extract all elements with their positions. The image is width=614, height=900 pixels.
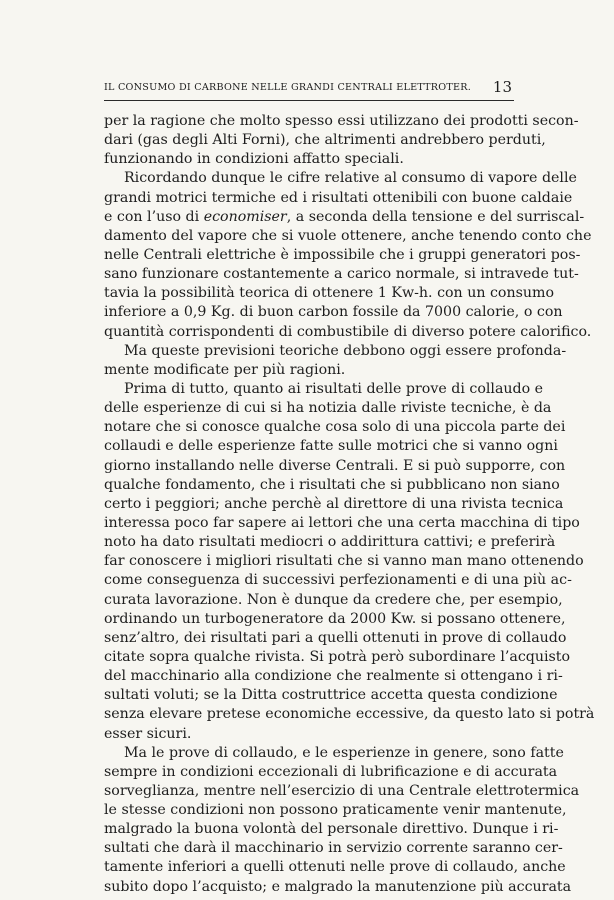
running-header <box>104 78 514 101</box>
text-line: notare che si conosce qualche cosa solo di una piccola parte dei <box>104 419 566 436</box>
text-line: certo i peggiori; anche perchè al direttore di una rivista tecnica <box>104 495 564 512</box>
text-line: Ma queste previsioni teoriche debbono oggi essere profonda- <box>124 342 567 359</box>
text-line: nelle Centrali elettriche è impossibile che i gruppi generatori pos- <box>104 246 581 263</box>
text-line: senza elevare pretese economiche eccessive, da questo lato si potrà <box>104 706 595 723</box>
text-line: sano funzionare costantemente a carico normale, si intravede tut- <box>104 266 579 283</box>
body-text <box>104 112 595 897</box>
text-line: esser sicuri. <box>104 725 192 742</box>
text-line: noto ha dato risultati mediocri o addirittura cattivi; e preferirà <box>104 534 556 551</box>
text-line: damento del vapore che si vuole ottenere, anche tenendo conto che <box>104 227 592 244</box>
text-line: tamente inferiori a quelli ottenuti nelle prove di collaudo, anche <box>104 859 566 876</box>
text-line: sempre in condizioni eccezionali di lubrificazione e di accurata <box>104 763 558 780</box>
italic-term: economiser <box>203 208 287 225</box>
text-line: malgrado la buona volontà del personale direttivo. Dunque i ri- <box>104 821 559 838</box>
text-line: far conoscere i migliori risultati che si vanno man mano ottenendo <box>104 553 584 570</box>
text-line: delle esperienze di cui si ha notizia dalle riviste tecniche, è da <box>104 400 552 417</box>
text-line: interessa poco far sapere ai lettori che una certa macchina di tipo <box>104 514 580 531</box>
text-line: Ma le prove di collaudo, e le esperienze in genere, sono fatte <box>124 744 564 761</box>
text-line: e con l’uso di economiser, a seconda della tensione e del surriscal- <box>104 208 585 225</box>
text-line: qualche fondamento, che i risultati che si pubblicano non siano <box>104 476 560 493</box>
text-line: grandi motrici termiche ed i risultati ottenibili con buone caldaie <box>104 189 573 206</box>
text-line: citate sopra qualche rivista. Si potrà però subordinare l’acquisto <box>104 648 571 665</box>
text-line: sultati voluti; se la Ditta costruttrice accetta questa condizione <box>104 687 558 704</box>
text-line: funzionando in condizioni affatto speciali. <box>104 151 404 168</box>
text-line: del macchinario alla condizione che realmente si ottengano i ri- <box>104 668 563 685</box>
text-line: subito dopo l’acquisto; e malgrado la manutenzione più accurata <box>104 878 572 895</box>
text-line: per la ragione che molto spesso essi utilizzano dei prodotti secon- <box>104 113 579 129</box>
running-header-title: IL CONSUMO DI CARBONE NELLE GRANDI CENTRALI ELETTROTER. <box>104 82 472 93</box>
text-line: come conseguenza di successivi perfezionamenti e di una più ac- <box>104 572 572 589</box>
text-line: Prima di tutto, quanto ai risultati delle prove di collaudo e <box>124 380 544 397</box>
text-line: Ricordando dunque le cifre relative al consumo di vapore delle <box>124 170 577 187</box>
page-number: 13 <box>492 78 512 96</box>
text-line: inferiore a 0,9 Kg. di buon carbon fossile da 7000 calorie, o con <box>104 304 563 321</box>
text-line: quantità corrispondenti di combustibile di diverso potere calorifico. <box>104 323 592 340</box>
text-line: le stesse condizioni non possono praticamente venir mantenute, <box>104 802 567 819</box>
text-line: giorno installando nelle diverse Centrali. E si può supporre, con <box>104 457 566 474</box>
text-line: curata lavorazione. Non è dunque da credere che, per esempio, <box>104 591 563 608</box>
text-line: senz’altro, dei risultati pari a quelli ottenuti in prove di collaudo <box>104 629 567 646</box>
text-line: sorveglianza, mentre nell’esercizio di una Centrale elettrotermica <box>104 782 580 799</box>
text-line: ordinando un turbogeneratore da 2000 Kw. si possano ottenere, <box>104 610 566 627</box>
text-line: collaudi e delle esperienze fatte sulle motrici che si vanno ogni <box>104 438 558 455</box>
text-line: dari (gas degli Alti Forni), che altrimenti andrebbero perduti, <box>104 132 546 149</box>
text-line: sultati che darà il macchinario in servizio corrente saranno cer- <box>104 840 563 857</box>
text-line: tavia la possibilità teorica di ottenere 1 Kw-h. con un consumo <box>104 285 555 302</box>
text-line: mente modificate per più ragioni. <box>104 361 346 378</box>
